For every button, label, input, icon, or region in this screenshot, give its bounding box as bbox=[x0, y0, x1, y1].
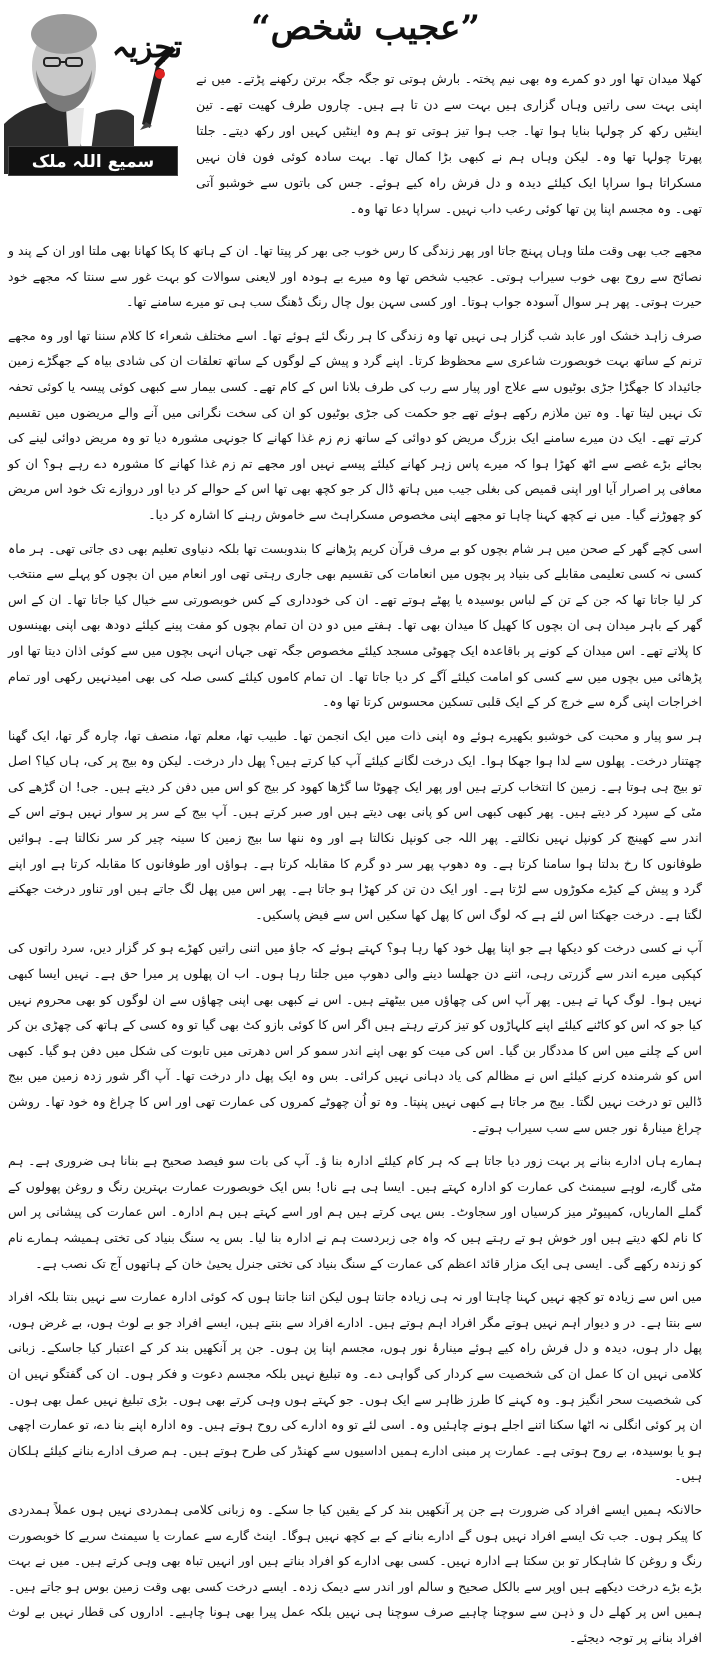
paragraph: حالانکہ ہمیں ایسے افراد کی ضرورت ہے جن پر آنکھیں بند کر کے یقین کیا جا سکے۔ وہ زبانی کلامی ہمدردی نہیں ہوں عملاً ہمدردی کا پیکر ہوں۔ جب تک ایسے افراد نہیں ہوں گے ادارے بنانے کے بے کچھ نہیں ہوگا۔ اینٹ گارے سے عمارت یا سیمنٹ سریے کا خوبصورت رنگ و روغن کا شاہکار تو بن سکتا ہے ادارہ نہیں۔ کسی بھی ادارے کو افراد بناتے ہیں اور انہیں تباہ بھی وہی کرتے ہیں۔ میں نے بہت بڑے بڑے درخت دیکھے ہیں اوپر سے بالکل صحیح و سالم اور اندر سے دیمک زدہ۔ ایسے درخت کسی بھی وقت زمین بوس ہو جاتے ہیں۔ ہمیں اس پر کھلے دل و ذہن سے سوچنا چاہیے صرف سوچنا ہی نہیں بلکہ عمل پیرا بھی ہونا چاہیے۔ اداروں کی قطار نہیں بے لوث افراد بنانے پر توجہ دیجئے۔ bbox=[8, 1501, 702, 1645]
paragraph: آپ نے کسی درخت کو دیکھا ہے جو اپنا پھل خود کھا رہا ہو؟ کہتے ہوئے کہ جاؤ میں اتنی راتیں کھڑے ہو کر گزار دیں، سرد راتوں کی کپکپی میرے اندر سے گزرتی رہی، اتنے دن جھلسا دینے والی دھوپ میں جلتا رہا ہوں۔ اب ان پھلوں پر میرا حق ہے۔ نہیں ایسا کبھی نہیں ہوا۔ لوگ کہا تے ہیں۔ پھر آپ اس کی چھاؤں میں بیٹھتے ہیں۔ اس نے کبھی بھی اپنی چھاؤں سے ان لوگوں کو بھی محروم نہیں کیا جو کہ اس کو کاٹنے کیلئے اپنے کلہاڑوں کو تیز کرتے رہتے ہیں اگر اس کا کوئی بازو کٹ بھی گیا تو وہ کسی کے ہاتھ کی چھڑی بن کر اس کے چلنے میں اس کا مددگار بن گیا۔ اس کی میت کو بھی اپنے اندر سمو کر اس دھرتی میں تابوت کی شکل میں دفن ہو گیا۔ کبھی اس کو شرمندہ کرنے کیلئے اس نے مظالم کی یاد دہانی نہیں کرائی۔ بس وہ ایک پھل دار درخت تھا۔ آپ اگر شور زدہ زمین میں بیج ڈالیں تو درخت نہیں لگتا۔ بیج مر جاتا ہے کبھی نہیں پنپتا۔ وہ تو اُن چھوٹے کمروں کی عمارت تھی اور اس کا چراغ وہ خود تھا۔ روشن چراغ مینارۂ نور جس سے سب سیراب ہوتے۔ bbox=[8, 940, 702, 1135]
intro-paragraph: کھلا میدان تھا اور دو کمرے وہ بھی نیم پختہ۔ بارش ہوتی تو جگہ جگہ برتن رکھنے پڑتے۔ میں نے اپنی بہت سی راتیں وہاں گزاری ہیں بہت سے دن تا ہے ہیں۔ چاروں طرف کھیت تھے۔ تین اینٹیں رکھ کر چولہا بنایا ہوا تھا۔ جب ہوا تیز ہوتی تو ہم وہ اینٹیں کہیں اور رکھ دیتے۔ جلتا پھرتا چولہا تھا وہ۔ لیکن وہاں ہم نے کبھی بڑا کمال تھا۔ بہت سادہ کوئی فون فان نہیں مسکراتا ہوا سراپا ایک کیلئے دیدہ و دل فرش راہ کیے ہوئے۔ جس کی باتوں سے خوشبو آتی تھی۔ وہ مجسم اپنا پن تھا کوئی رعب داب نہیں۔ سراپا دعا تھا وہ۔ bbox=[196, 71, 702, 216]
paragraph: مجھے جب بھی وقت ملتا وہاں پہنچ جاتا اور پھر زندگی کا رس خوب جی بھر کر پیتا تھا۔ ان کے ہاتھ کا پکا کھانا بھی ملتا اور ان کے پند و نصائح سے روح بھی خوب سیراب ہوتی۔ عجیب شخص تھا وہ میرے بے ہودہ اور لایعنی سوالات کو بہت غور سے سنتا کہ مجھے خود حیرت ہوتی۔ پھر ہر سوال آسودہ جواب ہوتا۔ اور کسی سہن بول چال رنگ ڈھنگ سب ہی تو میرے سامنے تھا۔ bbox=[8, 243, 702, 310]
column-name: تجزیہ bbox=[111, 30, 183, 65]
paragraph: ہمارے ہاں ادارے بنانے پر بہت زور دیا جاتا ہے کہ ہر کام کیلئے ادارہ بنا ؤ۔ آپ کی بات سو فیصد صحیح ہے بنانا ہی ضروری ہے۔ ہم مٹی گارے، لوہے سیمنٹ کی عمارت کو ادارہ کہتے ہیں۔ ایسا ہی ہے ناں! بس ایک خوبصورت عمارت بہترین رنگ و روغن پھولوں کے گملے الماریاں، کمپیوٹر میز کرسیاں اور سجاوٹ۔ بس یہی کرتے ہیں ہم اور اسے کہتے ہیں ہم ادارہ۔ اس عمارت کی پیشانی پر اس کا نام لکھ دیتے ہیں اور خوش ہو تے رہتے ہیں کہ واہ جی زبردست ہم نے ادارہ بنا لیا۔ بس یہ سنگ بنیاد کی تختی ہمیشہ ہمارے نام کو زندہ رکھے گی۔ ایسی ہی ایک مزار قائد اعظم کی عمارت کے سنگ بنیاد کی تختی جنرل یحییٰ خان کے ہاتھوں آج تک نصب ہے۔ bbox=[8, 1153, 702, 1271]
paragraph: اسی کچے گھر کے صحن میں ہر شام بچوں کو بے مرف قرآن کریم پڑھانے کا بندوبست تھا بلکہ دنیاوی تعلیم بھی دی جاتی تھی۔ ہر ماہ کسی نہ کسی تعلیمی مقابلے کی بنیاد پر بچوں میں انعامات کی تقسیم بھی جاری رہتی تھی اور انعام میں ان بچوں کو پہلے سے منتخب کر لیا جاتا تھا کہ جن کے تن کے لباس بوسیدہ یا پھٹے ہوتے تھے۔ ان کی خودداری کے کس خوبصورتی سے خیال کیا جاتا تھا۔ ان کے اس گھر کے باہر میدان ہی ان بچوں کا کھیل کا میدان بھی تھا۔ ہفتے میں دو دن ان تمام بچوں کو مفت پینے کیلئے دودھ بھی اپنی بھینسوں کا پلاتے تھے۔ اس میدان کے کونے پر باقاعدہ ایک چھوٹی مسجد کیلئے مخصوص جگہ تھی جہاں انہی بچوں میں سے کوئی اذان دیتا تھا اور پڑھائی میں بچوں میں سے کسی کو امامت کیلئے آگے کر دیا جاتا تھا۔ ان تمام کاموں کیلئے کسی صلہ کی بھی امیدنہیں رکھی اور تمام اخراجات اپنی گرہ سے خرچ کر کے ایک قلبی تسکین محسوس کرتا تھا وہ۔ bbox=[8, 540, 702, 710]
paragraph: صرف زاہد خشک اور عابد شب گزار ہی نہیں تھا وہ زندگی کا ہر رنگ لئے ہوئے تھا۔ اسے مختلف شعراء کا کلام سننا تھا اور وہ مجھے ترنم کے ساتھ بہت خوبصورت شاعری سے محظوظ کرتا۔ اپنے گرد و پیش کے لوگوں کے ساتھ تعلقات ان کی شادی بیاہ کے جھگڑے زمین جائیداد کا جھگڑا جڑی بوٹیوں سے علاج اور پیار سے رب کی طرف بلانا اس کے کام تھے۔ کسی بیمار سے کبھی کوئی پیسہ یا کوئی تحفہ تک نہیں لیتا تھا۔ وہ تین ملازم رکھے ہوئے تھے جو حکمت کی جڑی بوٹیوں کو ان کی سخت نگرانی میں آنے والے مریضوں میں تقسیم کرتے تھے۔ ایک دن میرے سامنے ایک بزرگ مریض کو دوائی کے ساتھ زم زم غذا کھانے کا جونہی مشورہ دیا تو وہ مریض دوائی لینے کی بجائے بڑے غصے سے اٹھ کھڑا ہوا کہ میرے پاس زہر کھانے کیلئے پیسے نہیں اور مجھے تم زم غذا کھانے کا مشورہ دے رہے ہو؟ ان کو معافی پر اصرار آیا اور اپنی قمیص کی بغلی جیب میں ہاتھ ڈال کر جو کچھ بھی تھا اس کے حوالے کر دیا اور دروازے تک خود اس مریض کو چھوڑنے گیا۔ میں نے کچھ کہنا چاہا تو مجھے اپنی مخصوص مسکراہٹ سے خاموش رہنے کا اشارہ کر دیا۔ bbox=[8, 327, 702, 522]
article-header bbox=[0, 0, 708, 216]
paragraph: ہر سو پیار و محبت کی خوشبو بکھیرے ہوئے وہ اپنی ذات میں ایک انجمن تھا۔ طبیب تھا، معلم تھا، منصف تھا، چارہ گر تھا، ایک گھنا چھتنار درخت۔ پھلوں سے لدا ہوا جھکا ہوا۔ ایک درخت لگانے کیلئے آپ کیا کرتے ہیں؟ پھل دار درخت۔ لیکن وہ بیج پر کی، ہاں کیا؟ اصل تو بیج ہی ہوتا ہے۔ زمین کا انتخاب کرتے ہیں اور پھر ایک چھوٹا سا گڑھا کھود کر بیج کو اس میں دفن کر دیتے ہیں۔ جی! ان گڑھے کی مٹی کے سپرد کر دیتے ہیں۔ پھر کبھی کبھی اس کو پانی بھی دیتے ہیں اور صبر کرتے ہیں۔ آپ بیج کے سر پر سوار نہیں ہوتے اس کے اندر سے کھینچ کر کونپل نہیں نکالتے۔ پھر اللہ جی کونپل نکالتا ہے اور وہ ننھا سا بیج زمین کا سینہ چیر کر سر نکالتا ہے۔ ہوائیں طوفانوں کا رخ بدلتا ہوا سامنا کرتا ہے۔ وہ دھوپ پھر سر دو گرم کا مقابلہ کرتا ہے۔ ہواؤں اور طوفانوں کا مقابلہ کرتا ہے اور اپنے گرد و پیش کے کیڑے مکوڑوں سے لڑتا ہے۔ اور ایک دن تن کر کھڑا ہو جاتا ہے۔ پھر اس میں پھل لگ جاتے ہیں اور تناور درخت جھکنے لگتا ہے۔ درخت جھکتا اس لئے ہے کہ لوگ اس کا پھل کھا سکیں اس سے فیض پاسکیں۔ bbox=[8, 727, 702, 922]
article-title: ”عجیب شخص“ bbox=[251, 8, 480, 48]
paragraph: میں اس سے زیادہ تو کچھ نہیں کہنا چاہتا اور نہ ہی زیادہ جانتا ہوں لیکن اتنا جانتا ہوں کہ کوئی ادارہ عمارت سے نہیں بنتا بلکہ افراد سے بنتا ہے۔ در و دیوار اہم نہیں ہوتے مگر افراد اہم ہوتے ہیں۔ ادارے افراد سے بنتے ہیں، ایسے افراد جو بے لوث ہوں، بے غرض ہوں، پھل دار ہوں، دیدہ و دل فرش راہ کیے ہوئے مینارۂ نور ہوں، مجسم اپنا پن ہوں۔ جن پر آنکھیں بند کر کے اعتبار کیا جاسکے۔ زبانی کلامی نہیں ان کا عمل ان کی شخصیت سے کردار کی گواہی دے۔ وہ تبلیغ نہیں بلکہ مجسم دعوت و فکر ہوں۔ ان کی گفتگو نہیں ان کی شخصیت سحر انگیز ہو۔ وہ کہنے کا طرز ظاہر سے ایک ہوں۔ جو کہتے ہوں وہی کرتے بھی ہوں۔ بڑی تبلیغ نہیں عمل بھی ہوں۔ ان پر کوئی انگلی نہ اٹھا سکنا اتنے اجلے ہونے چاہئیں وہ۔ اسی لئے تو وہ ادارے کی روح ہوتے ہیں۔ وہ ادارہ اپنے بنا دے، تو عمارت اچھی ہو یا بوسیدہ، بے روح ہوتی ہے۔ عمارت پر مبنی ادارے ہمیں اداسیوں سے کھنڈر کی طرح ہوتے ہیں۔ ہم صرف ادارے بنانے کیلئے ہلکان ہیں۔ bbox=[8, 1289, 702, 1484]
article-body bbox=[8, 238, 702, 1658]
author-name: سمیع اللہ ملک bbox=[8, 146, 178, 176]
